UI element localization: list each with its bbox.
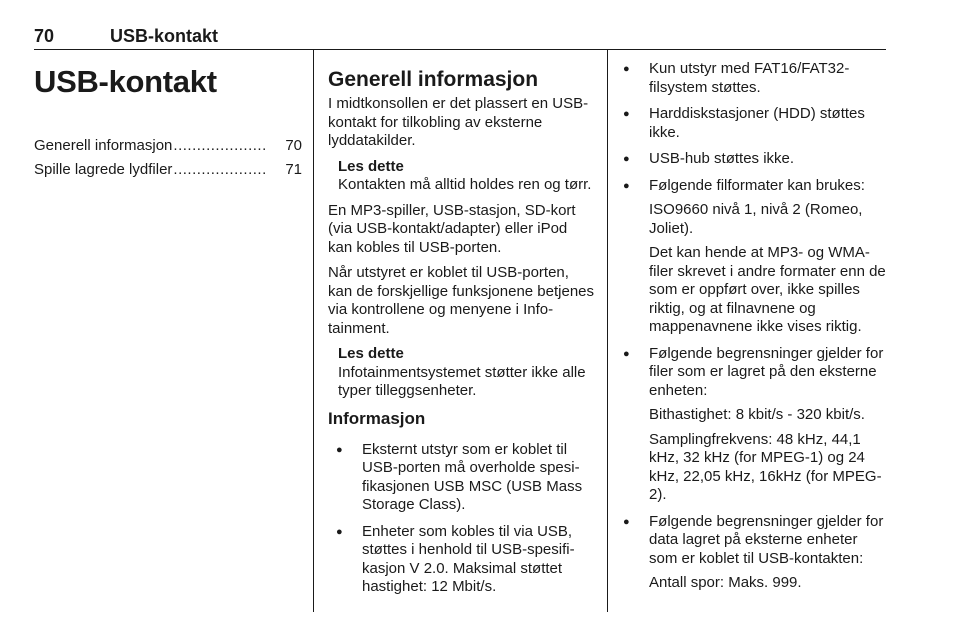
list-item [621, 105, 887, 142]
list-item [621, 60, 887, 97]
paragraph-controls: Når utstyret er koblet til USB-porten, kan de forskjellige funksjonene betjenes via kontrollene og menyene i Infotainment. [328, 264, 595, 337]
column-2 [328, 60, 594, 605]
chapter-title: USB-kontakt [34, 64, 217, 99]
list-item: ● Enheter som kobles til via USB, støttes i henhold til USB-spesifikasjon V 2.0. Maksimal støttet hastighet: 12 Mbit/s. [328, 523, 594, 597]
list-item-text: ● Harddiskstasjoner (HDD) støttes ikke. [649, 105, 865, 141]
toc-leader-dots: .................... [173, 137, 267, 154]
column-divider-2 [607, 50, 608, 612]
list-item [621, 513, 887, 593]
column-divider-1 [313, 50, 314, 612]
toc-entry-page: 70 [285, 137, 302, 154]
page-header [34, 26, 886, 50]
toc-entry-general-info[interactable] [34, 137, 302, 156]
list-item [621, 150, 887, 169]
note-title: Les dette [338, 157, 404, 175]
running-title: USB-kontakt [110, 26, 219, 46]
note-text: Infotainmentsystemet støtter ikke alle typer tilleggsenheter. [338, 363, 586, 399]
list-item-text: ● Følgende begrensninger gjelder for data lagret på eksterne enheter som er koblet til USB-kontakten: [649, 512, 884, 567]
list-item-detail: Bithastighet: 8 kbit/s - 320 kbit/s. [649, 406, 865, 423]
list-item-detail: Samplingfrekvens: 48 kHz, 44,1 kHz, 32 kHz (for MPEG-1) og 24 kHz, 22,05 kHz, 16kHz (for MPEG-2). [649, 430, 882, 503]
list-item-text: ● Kun utstyr med FAT16/FAT32-filsystem støttes. [649, 60, 850, 96]
toc-leader-dots: .................... [173, 160, 267, 178]
toc-entry-label: Generell informasjon [34, 137, 173, 154]
page-number: 70 [34, 26, 55, 46]
list-item [621, 345, 887, 505]
list-item-detail: ISO9660 nivå 1, nivå 2 (Romeo, Joliet). [649, 201, 863, 237]
note-block-1 [328, 158, 594, 195]
column-3 [621, 60, 887, 601]
section-title: Generell informasjon [328, 68, 539, 91]
subheading-information: Informasjon [328, 408, 426, 428]
paragraph-devices: En MP3-spiller, USB-stasjon, SD-kort (via USB-kontakt/adapter) eller iPod kan kobles til USB-porten. [328, 201, 576, 256]
list-item-text: ● Følgende filformater kan brukes: [649, 176, 865, 194]
list-item-text: ● Følgende begrensninger gjelder for filer som er lagret på den eksterne enheten: [649, 344, 884, 399]
toc-entry-label: Spille lagrede lydfiler [34, 160, 173, 178]
list-item [621, 177, 887, 337]
list-item-detail: Antall spor: Maks. 999. [649, 574, 802, 591]
note-text: Kontakten må alltid holdes ren og tørr. [338, 176, 592, 193]
toc-entry-page: 71 [285, 160, 302, 178]
table-of-contents [34, 137, 302, 179]
column-1 [34, 60, 302, 184]
information-list [328, 441, 594, 597]
toc-entry-play-audio-files[interactable] [34, 161, 302, 180]
note-title: Les dette [338, 345, 404, 362]
list-item: ● Eksternt utstyr som er koblet til USB-porten må overholde spesifikasjonen USB MSC (USB Mass Storage Class). [328, 441, 594, 515]
requirements-list [621, 60, 887, 593]
list-item-detail: Det kan hende at MP3- og WMA-filer skrevet i andre formater enn de som er oppført over, ikke spilles riktig, og at filnavnene og mappenavnene ikke vises riktig. [649, 244, 886, 335]
intro-paragraph: I midtkonsollen er det plassert en USB-kontakt for tilkobling av eksterne lyddatakilder. [328, 95, 589, 149]
note-block-2 [328, 345, 594, 401]
list-item-text: ● USB-hub støttes ikke. [649, 150, 795, 167]
